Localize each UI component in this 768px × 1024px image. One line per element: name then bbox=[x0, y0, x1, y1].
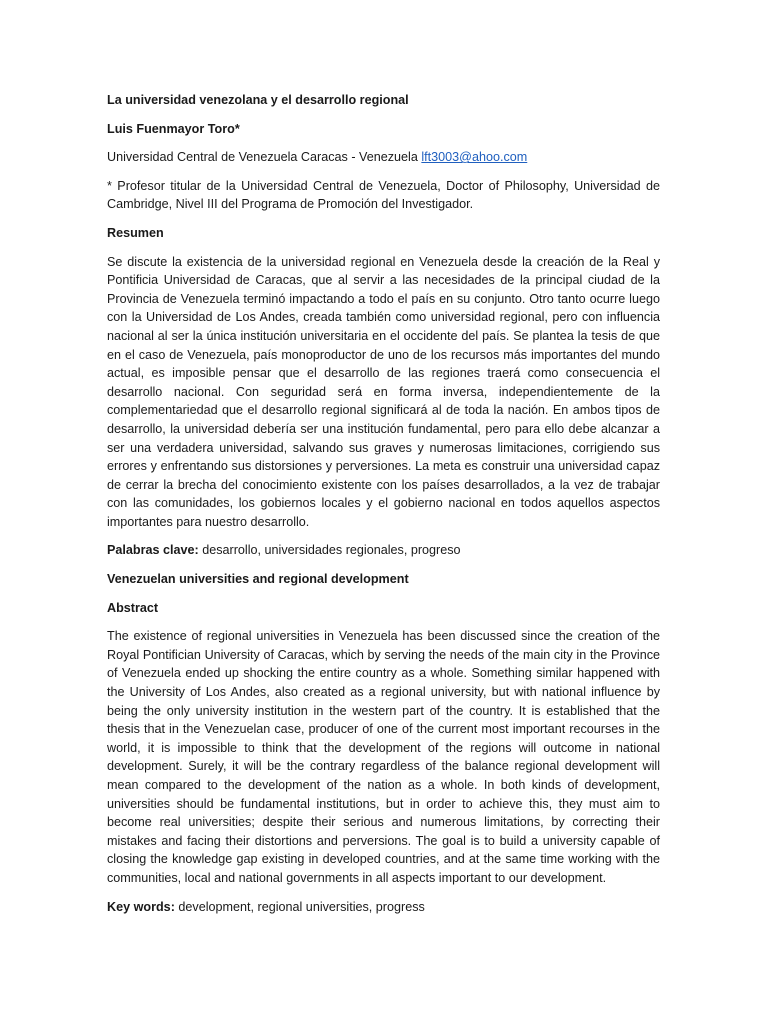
palabras-clave-text: desarrollo, universidades regionales, progreso bbox=[198, 543, 461, 558]
document-page bbox=[107, 91, 660, 926]
document-title: La universidad venezolana y el desarrollo regional bbox=[107, 93, 409, 107]
palabras-clave-label: Palabras clave: bbox=[107, 543, 199, 558]
email-link[interactable]: lft3003@ahoo.com bbox=[421, 150, 528, 165]
resumen-heading: Resumen bbox=[107, 225, 164, 240]
resumen-paragraph: Se discute la existencia de la universidad regional en Venezuela desde la creación de la Real y Pontificia Universidad de Caracas, que al servir a las necesidades de la principal ciudad de la Provincia de Venezuela terminó impactando a todo el país en su conjunto. Otro tanto ocurre luego con la Universidad de Los Andes, creada también como universidad regional, pero con influencia nacional al ser la única institución universitaria en el occidente del país. Se plantea la tesis de que en el caso de Venezuela, país monoproductor de uno de los recursos más importantes del mundo actual, es imposible pensar que el desarrollo de las regiones traerá como consecuencia el desarrollo nacional. Con seguridad será en forma inversa, independientemente de la complementariedad que el desarrollo regional significará al de toda la nación. En ambos tipos de desarrollo, la universidad debería ser una institución fundamental, pero para ello debe alcanzar a ser una verdadera universidad, salvando sus graves y numerosas limitaciones, corrigiendo sus errores y enfrentando sus distorsiones y perversiones. La meta es construir una universidad capaz de cerrar la brecha del conocimiento existente con los países desarrollados, a la vez de trabajar con las comunidades, los gobiernos locales y el gobierno nacional en todos aquellos aspectos importantes para nuestro desarrollo. bbox=[107, 254, 660, 529]
palabras-clave-line bbox=[107, 541, 660, 560]
affiliation-text: Universidad Central de Venezuela Caracas - Venezuela bbox=[107, 150, 422, 165]
keywords-line bbox=[107, 898, 660, 917]
author-footnote: * Profesor titular de la Universidad Central de Venezuela, Doctor of Philosophy, Universidad de Cambridge, Nivel III del Programa de Promoción del Investigador. bbox=[107, 178, 660, 212]
keywords-text: development, regional universities, progress bbox=[174, 899, 425, 914]
abstract-heading: Abstract bbox=[107, 600, 159, 615]
abstract-paragraph: The existence of regional universities in Venezuela has been discussed since the creation of the Royal Pontifician University of Caracas, which by serving the needs of the main city in the Province of Venezuela ended up shocking the entire country as a whole. Something similar happened with the University of Los Andes, also created as a regional university, but with national influence by being the only university institution in the western part of the country. It is established that the thesis that in the Venezuelan case, producer of one of the current most important recourses in the world, it is impossible to think that the development of the regions will outcome in national development. Surely, it will be the contrary regardless of the balance regional development will mean compared to the development of the nation as a whole. In both kinds of development, universities should be fundamental institutions, but in order to achieve this, they must aim to become real universities; despite their serious and numerous limitations, by correcting their mistakes and facing their distortions and perversions. The goal is to build a university capable of closing the knowledge gap existing in developed countries, and at the same time working with the communities, local and national governments in all aspects important to our development. bbox=[107, 629, 660, 885]
author-name: Luis Fuenmayor Toro* bbox=[107, 121, 240, 136]
english-title: Venezuelan universities and regional development bbox=[107, 572, 409, 587]
affiliation-line bbox=[107, 148, 660, 167]
keywords-label: Key words: bbox=[107, 899, 175, 914]
